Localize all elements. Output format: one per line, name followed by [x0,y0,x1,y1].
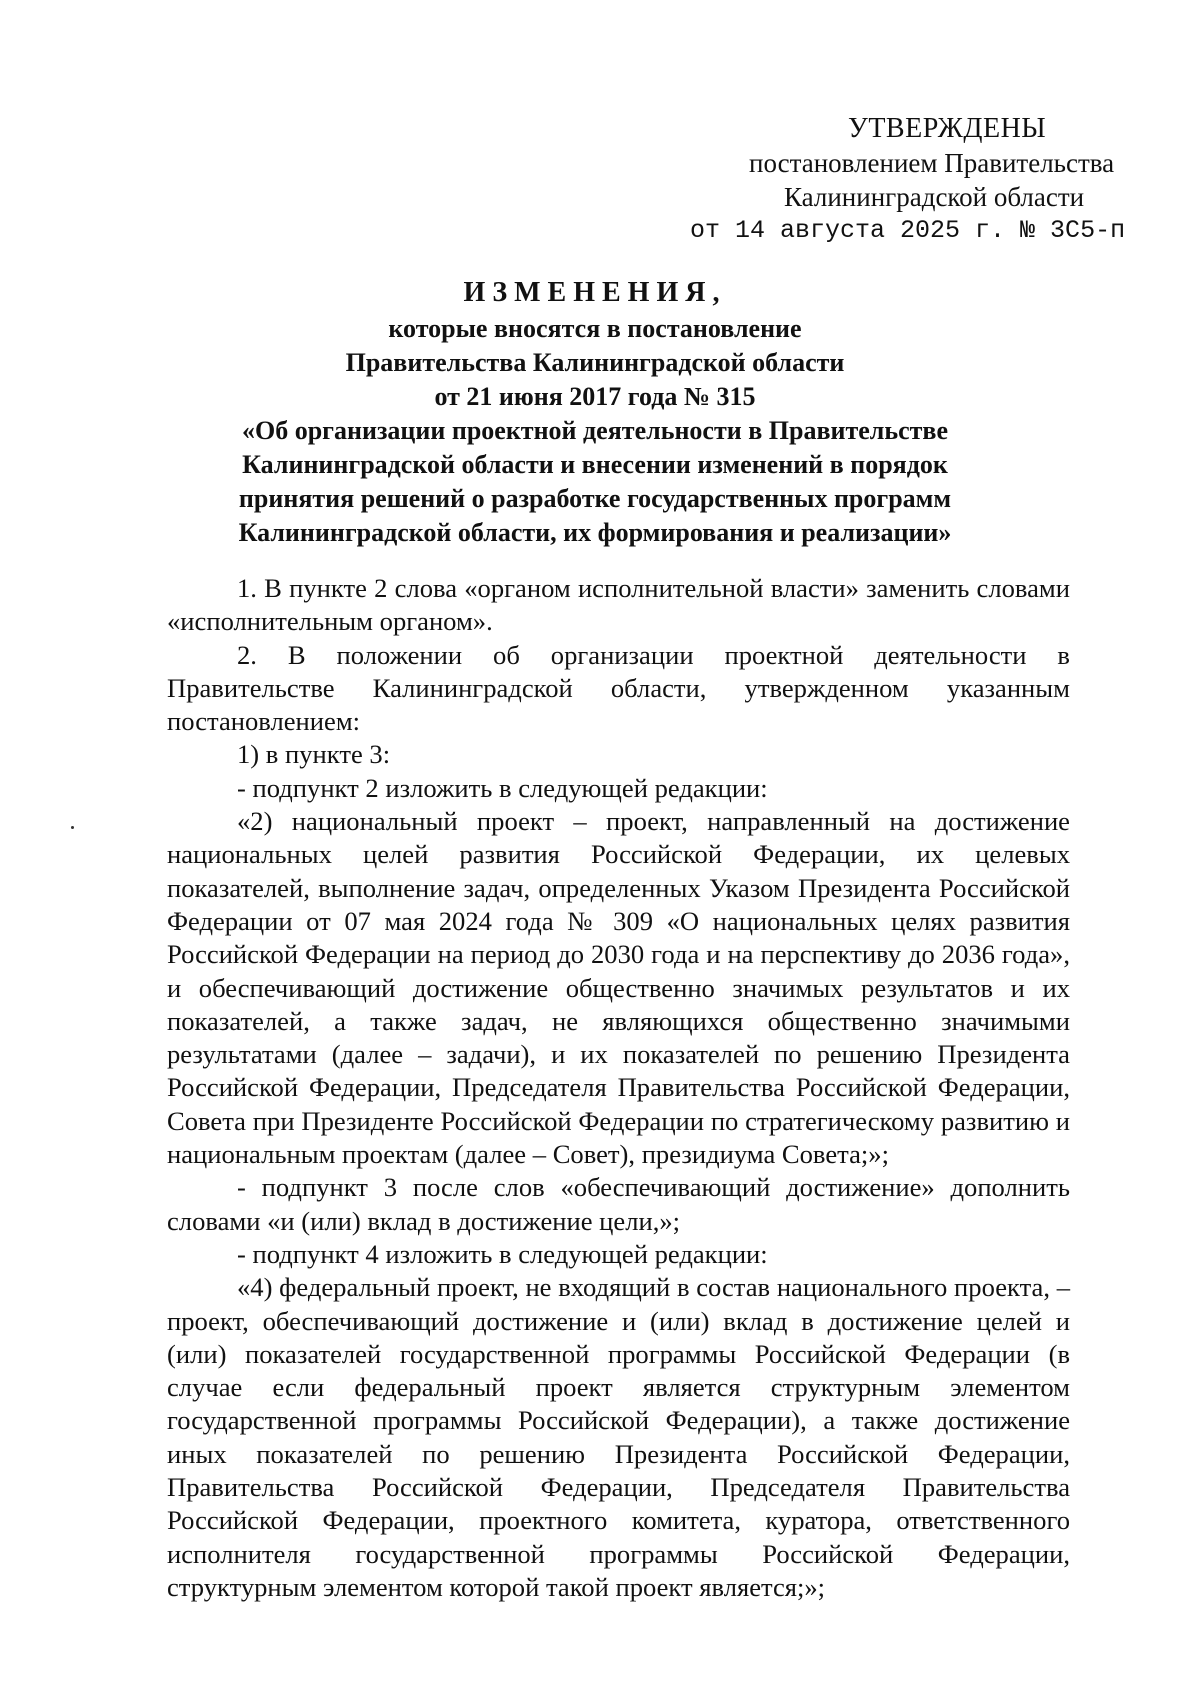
paragraph-7: - подпункт 4 изложить в следующей редакции: [237,1238,768,1269]
title-line: Калининградской области, их формирования и реализации» [238,518,952,547]
approval-line-2: Калининградской области [784,182,1085,212]
paragraph-5: «2) национальный проект – проект, направленный на достижение национальных целей развития Российской Федерации, их целевых показателей, выполнение задач, определенных Указом Президента Российской Федерации от 07 мая 2024 года № 309 «О национальных целях развития Российской Федерации на период до 2030 года и на перспективу до 2036 года», и обеспечивающий достижение общественно значимых результатов и их показателей, а также задач, не являющихся общественно значимыми результатами (далее – задачи), и их показателей по решению Президента Российской Федерации, Председателя Правительства Российской Федерации, Совета при Президенте Российской Федерации по стратегическому развитию и национальным проектам (далее – Совет), президиума Совета;»; [167,806,1070,1170]
document-body [167,572,1070,1604]
title-line: Правительства Калининградской области [345,348,845,377]
title-line: от 21 июня 2017 года № 315 [434,382,756,411]
approval-line-1: постановлением Правительства [749,148,1115,178]
paragraph-3: 1) в пункте 3: [237,739,391,770]
paragraph-8: «4) федеральный проект, не входящий в состав национального проекта, – проект, обеспечивающий достижение и (или) вклад в достижение целей и (или) показателей государственной программы Российской Федерации (в случае если федеральный проект является структурным элементом государственной программы Российской Федерации), а также достижение иных показателей по решению Президента Российской Федерации, Правительства Российской Федерации, Председателя Правительства Российской Федерации, проектного комитета, куратора, ответственного исполнителя государственной программы Российской Федерации, структурным элементом которой такой проект является;»; [167,1272,1070,1602]
title-line: «Об организации проектной деятельности в Правительстве [242,416,948,445]
approval-line-3: от 14 августа 2025 г. № 3С5-п [690,216,1126,245]
scan-speck [71,826,74,829]
paragraph-4: - подпункт 2 изложить в следующей редакции: [237,772,768,803]
approval-block [690,112,1126,248]
title-line: которые вносятся в постановление [388,314,802,343]
title-main: ИЗМЕНЕНИЯ, [463,277,727,308]
document-title [150,276,1040,550]
paragraph-6: - подпункт 3 после слов «обеспечивающий достижение» дополнить словами «и (или) вклад в достижение цели,»; [167,1172,1070,1236]
approval-heading: УТВЕРЖДЕНЫ [848,113,1047,144]
paragraph-1: 1. В пункте 2 слова «органом исполнительной власти» заменить словами «исполнительным органом». [167,573,1070,637]
paragraph-2: 2. В положении об организации проектной деятельности в Правительстве Калининградской области, утвержденном указанным постановлением: [167,639,1070,737]
title-line: Калининградской области и внесении изменений в порядок [242,450,948,479]
title-line: принятия решений о разработке государственных программ [238,484,952,513]
